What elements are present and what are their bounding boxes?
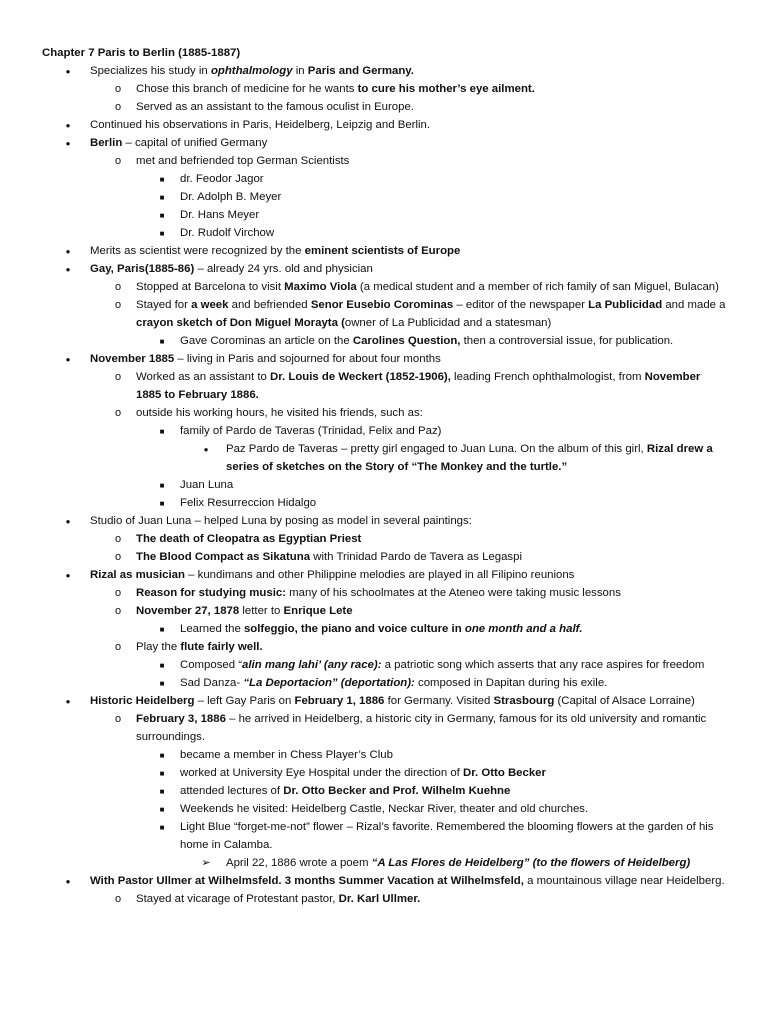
text-run: – kundimans and other Philippine melodies are played in all Filipino reunions <box>184 569 575 581</box>
text-run: dr. Feodor Jagor <box>180 173 264 185</box>
emphasis-run: Dr. Otto Becker and Prof. Wilhelm Kuehne <box>283 785 511 797</box>
emphasis-run: Strasbourg <box>493 695 555 707</box>
bullet-text <box>90 569 574 581</box>
circle-bullet-icon <box>112 296 124 314</box>
bullet-text <box>180 173 264 185</box>
bullet-text <box>136 281 719 293</box>
bullet-item-level-2 <box>42 584 728 602</box>
bullet-text <box>90 65 414 77</box>
dot-bullet-icon <box>62 116 74 135</box>
bullet-item-level-4 <box>42 854 728 872</box>
emphasis-run <box>243 677 415 689</box>
text-run: Specializes his study in <box>90 65 211 77</box>
emphasis-run: Paris and Germany. <box>307 65 414 77</box>
bullet-item-level-2 <box>42 638 728 656</box>
dot-bullet-icon <box>62 872 74 891</box>
bullet-item-level-1 <box>42 242 728 260</box>
bullet-text <box>180 227 274 239</box>
bullet-text <box>90 353 441 365</box>
text-run: Weekends he visited: Heidelberg Castle, Neckar River, theater and old churches. <box>180 803 589 815</box>
text-run: outside his working hours, he visited his friends, such as: <box>136 407 423 419</box>
square-bullet-icon <box>156 188 168 207</box>
text-run: Juan Luna <box>180 479 234 491</box>
text-run: leading French ophthalmologist, from <box>450 371 645 383</box>
text-run: and made a <box>662 299 726 311</box>
emphasis-run: February 1, 1886 <box>294 695 385 707</box>
bullet-text <box>136 605 353 617</box>
dot-bullet-icon <box>62 692 74 711</box>
bullet-text <box>180 191 281 203</box>
emphasis-run: Berlin <box>90 137 123 149</box>
text-run: attended lectures of <box>180 785 284 797</box>
text-run: worked at University Eye Hospital under the direction of <box>180 767 464 779</box>
circle-bullet-icon <box>112 602 124 620</box>
text-run: Play the <box>136 641 181 653</box>
bullet-text <box>180 425 441 437</box>
emphasis-run: crayon sketch of Don Miguel Morayta ( <box>136 317 345 329</box>
bullet-text <box>136 587 621 599</box>
emphasis-run: The Blood Compact as Sikatuna <box>136 551 311 563</box>
bullet-text <box>136 533 361 545</box>
square-bullet-icon <box>156 494 168 513</box>
dot-bullet-icon <box>62 62 74 81</box>
emphasis-run: The death of Cleopatra as Egyptian Priest <box>136 533 362 545</box>
bullet-text <box>90 263 373 275</box>
emphasis-run: November 1885 to February 1886. <box>136 371 701 401</box>
dot-bullet-icon <box>62 242 74 261</box>
square-bullet-icon <box>156 224 168 243</box>
bullet-item-level-1 <box>42 350 728 368</box>
bullet-item-level-3 <box>42 206 728 224</box>
bullet-text <box>136 299 726 329</box>
emphasis-run: Senor Eusebio Corominas <box>310 299 454 311</box>
bullet-text <box>136 407 423 419</box>
text-run: Stayed at vicarage of Protestant pastor, <box>136 893 339 905</box>
emphasis-run: Gay, Paris(1885-86) <box>90 263 195 275</box>
text-run: Dr. Hans Meyer <box>180 209 260 221</box>
bullet-item-level-3 <box>42 224 728 242</box>
text-run: Stayed for <box>136 299 192 311</box>
emphasis-run: one month and a half. <box>464 623 583 635</box>
emphasis-run: Dr. Louis de Weckert (1852-1906), <box>270 371 451 383</box>
emphasis-run: Reason for studying music: <box>136 587 286 599</box>
emphasis-run <box>242 659 381 671</box>
emphasis-run: With Pastor Ullmer at Wilhelmsfeld. 3 months Summer Vacation at Wilhelmsfeld, <box>90 875 524 887</box>
emphasis-run: Rizal drew a series of sketches on the Story of “The Monkey and the turtle.” <box>226 443 713 473</box>
bullet-text <box>226 443 713 473</box>
bullet-text <box>180 335 673 347</box>
text-run: Paz Pardo de Taveras – pretty girl engaged to Juan Luna. On the album of this girl, <box>226 443 647 455</box>
text-run: (Capital of Alsace Lorraine) <box>554 695 695 707</box>
arrow-bullet-icon <box>200 854 212 872</box>
bullet-text <box>136 713 706 743</box>
dot-bullet-icon <box>62 566 74 585</box>
text-run: Dr. Adolph B. Meyer <box>180 191 282 203</box>
bullet-text <box>90 119 430 131</box>
circle-bullet-icon <box>112 278 124 296</box>
dot-bullet-icon <box>62 350 74 369</box>
bullet-text <box>180 659 704 671</box>
bullet-text <box>90 695 695 707</box>
text-run: composed in Dapitan during his exile. <box>414 677 608 689</box>
outline-list <box>42 62 728 908</box>
square-bullet-icon <box>156 782 168 801</box>
bullet-item-level-2 <box>42 80 728 98</box>
emphasis-run: a week <box>191 299 229 311</box>
text-run: for Germany. Visited <box>384 695 494 707</box>
emphasis-run <box>372 857 691 869</box>
circle-bullet-icon <box>112 530 124 548</box>
bullet-item-level-3 <box>42 818 728 854</box>
text-run: Dr. Rudolf Virchow <box>180 227 275 239</box>
dot-bullet-icon <box>200 440 212 459</box>
bullet-text <box>136 893 420 905</box>
emphasis-run: ophthalmology <box>210 65 293 77</box>
bullet-item-level-2 <box>42 404 728 422</box>
bullet-item-level-2 <box>42 710 728 746</box>
bullet-text <box>136 371 700 401</box>
bullet-text <box>136 551 522 563</box>
bullet-item-level-3 <box>42 170 728 188</box>
text-run: family of Pardo de Taveras (Trinidad, Felix and Paz) <box>180 425 442 437</box>
bullet-item-level-3 <box>42 764 728 782</box>
text-run: Continued his observations in Paris, Heidelberg, Leipzig and Berlin. <box>90 119 431 131</box>
circle-bullet-icon <box>112 890 124 908</box>
emphasis-run: Rizal as musician <box>90 569 185 581</box>
bullet-text <box>136 83 535 95</box>
square-bullet-icon <box>156 206 168 225</box>
emphasis-run: Enrique Lete <box>283 605 353 617</box>
emphasis-run: alin mang lahi’ (any race): <box>242 659 382 671</box>
text-run: then a controversial issue, for publication. <box>460 335 674 347</box>
bullet-item-level-1 <box>42 566 728 584</box>
bullet-item-level-4 <box>42 440 728 476</box>
text-run: Light Blue “forget-me-not” flower – Rizal’s favorite. Remembered the blooming flowers at the garden of his home in Calamba. <box>180 821 714 851</box>
text-run: – left Gay Paris on <box>194 695 295 707</box>
bullet-text <box>90 137 267 149</box>
text-run: became a member in Chess Player’s Club <box>180 749 393 761</box>
text-run: – capital of unified Germany <box>122 137 268 149</box>
bullet-text <box>180 803 588 815</box>
emphasis-run: Dr. Karl Ullmer. <box>338 893 421 905</box>
square-bullet-icon <box>156 656 168 675</box>
text-run: Learned the <box>180 623 244 635</box>
square-bullet-icon <box>156 746 168 765</box>
emphasis-run: “La Deportacion” (deportation): <box>243 677 415 689</box>
bullet-item-level-2 <box>42 98 728 116</box>
bullet-item-level-3 <box>42 674 728 692</box>
text-run: Merits as scientist were recognized by the <box>90 245 305 257</box>
circle-bullet-icon <box>112 638 124 656</box>
emphasis-run: “A Las Flores de Heidelberg” (to the flowers of Heidelberg) <box>371 857 691 869</box>
square-bullet-icon <box>156 800 168 819</box>
text-run: many of his schoolmates at the Ateneo were taking music lessons <box>286 587 621 599</box>
bullet-text <box>180 677 607 689</box>
square-bullet-icon <box>156 170 168 189</box>
bullet-item-level-1 <box>42 62 728 80</box>
bullet-item-level-3 <box>42 782 728 800</box>
text-run: Stopped at Barcelona to visit <box>136 281 285 293</box>
bullet-item-level-3 <box>42 656 728 674</box>
text-run: a mountainous village near Heidelberg. <box>523 875 725 887</box>
bullet-item-level-1 <box>42 872 728 890</box>
bullet-text <box>180 767 546 779</box>
text-run: – already 24 yrs. old and physician <box>194 263 373 275</box>
square-bullet-icon <box>156 818 168 837</box>
square-bullet-icon <box>156 674 168 693</box>
bullet-text <box>180 497 316 509</box>
square-bullet-icon <box>156 422 168 441</box>
emphasis-run: Historic Heidelberg <box>90 695 195 707</box>
text-run: Chose this branch of medicine for he wants <box>136 83 358 95</box>
emphasis-run: Maximo Viola <box>284 281 357 293</box>
chapter-title: Chapter 7 Paris to Berlin (1885-1887) <box>42 47 241 59</box>
bullet-item-level-3 <box>42 746 728 764</box>
bullet-item-level-2 <box>42 296 728 332</box>
bullet-item-level-3 <box>42 332 728 350</box>
dot-bullet-icon <box>62 134 74 153</box>
dot-bullet-icon <box>62 512 74 531</box>
bullet-item-level-1 <box>42 260 728 278</box>
text-run: – he arrived in Heidelberg, a historic city in Germany, famous for its old university and romantic surroundings. <box>136 713 707 743</box>
circle-bullet-icon <box>112 548 124 566</box>
bullet-item-level-2 <box>42 368 728 404</box>
emphasis-run: to cure his mother’s eye ailment. <box>357 83 535 95</box>
square-bullet-icon <box>156 620 168 639</box>
emphasis-run: November 27, 1878 <box>136 605 240 617</box>
square-bullet-icon <box>156 476 168 495</box>
text-run: – living in Paris and sojourned for about four months <box>174 353 441 365</box>
bullet-text <box>136 641 263 653</box>
text-run: Served as an assistant to the famous oculist in Europe. <box>136 101 414 113</box>
emphasis-run: Dr. Otto Becker <box>463 767 546 779</box>
text-run: Worked as an assistant to <box>136 371 271 383</box>
bullet-text <box>180 785 510 797</box>
text-run: met and befriended top German Scientists <box>136 155 350 167</box>
bullet-item-level-2 <box>42 278 728 296</box>
emphasis-run: Carolines Question, <box>352 335 461 347</box>
bullet-item-level-1 <box>42 116 728 134</box>
bullet-item-level-1 <box>42 134 728 152</box>
bullet-item-level-2 <box>42 152 728 170</box>
square-bullet-icon <box>156 332 168 351</box>
emphasis-run: La Publicidad <box>588 299 663 311</box>
emphasis-run: eminent scientists of Europe <box>304 245 461 257</box>
text-run: April 22, 1886 wrote a poem <box>226 857 372 869</box>
bullet-item-level-2 <box>42 890 728 908</box>
bullet-item-level-1 <box>42 692 728 710</box>
bullet-item-level-2 <box>42 602 728 620</box>
bullet-text <box>136 101 414 113</box>
bullet-text <box>180 209 259 221</box>
emphasis-run: February 3, 1886 <box>136 713 226 725</box>
circle-bullet-icon <box>112 80 124 98</box>
bullet-item-level-2 <box>42 548 728 566</box>
circle-bullet-icon <box>112 710 124 728</box>
bullet-text <box>136 155 349 167</box>
emphasis-run: flute fairly well. <box>180 641 263 653</box>
circle-bullet-icon <box>112 584 124 602</box>
bullet-item-level-3 <box>42 800 728 818</box>
text-run: Gave Corominas an article on the <box>180 335 353 347</box>
emphasis-run: November 1885 <box>90 353 175 365</box>
circle-bullet-icon <box>112 152 124 170</box>
text-run: in <box>292 65 308 77</box>
emphasis-run <box>465 623 583 635</box>
bullet-item-level-3 <box>42 476 728 494</box>
text-run: a patriotic song which asserts that any race aspires for freedom <box>381 659 705 671</box>
square-bullet-icon <box>156 764 168 783</box>
bullet-item-level-2 <box>42 530 728 548</box>
text-run: owner of La Publicidad and a statesman) <box>344 317 552 329</box>
emphasis-run: solfeggio, the piano and voice culture in <box>243 623 465 635</box>
bullet-item-level-1 <box>42 512 728 530</box>
circle-bullet-icon <box>112 98 124 116</box>
bullet-text <box>90 515 472 527</box>
text-run: and befriended <box>228 299 311 311</box>
bullet-item-level-3 <box>42 494 728 512</box>
emphasis-run <box>211 65 293 77</box>
bullet-text <box>180 623 583 635</box>
bullet-text <box>180 479 233 491</box>
text-run: with Trinidad Pardo de Tavera as Legaspi <box>310 551 522 563</box>
circle-bullet-icon <box>112 404 124 422</box>
text-run: letter to <box>239 605 284 617</box>
dot-bullet-icon <box>62 260 74 279</box>
bullet-text <box>90 245 460 257</box>
bullet-item-level-3 <box>42 422 728 440</box>
circle-bullet-icon <box>112 368 124 386</box>
bullet-item-level-3 <box>42 620 728 638</box>
bullet-text <box>226 857 690 869</box>
text-run: Studio of Juan Luna – helped Luna by posing as model in several paintings: <box>90 515 472 527</box>
text-run: Felix Resurreccion Hidalgo <box>180 497 317 509</box>
bullet-text <box>180 749 393 761</box>
text-run: Composed “ <box>180 659 243 671</box>
bullet-item-level-3 <box>42 188 728 206</box>
bullet-text <box>180 821 714 851</box>
bullet-text <box>90 875 725 887</box>
text-run: (a medical student and a member of rich family of san Miguel, Bulacan) <box>356 281 719 293</box>
text-run: – editor of the newspaper <box>453 299 589 311</box>
text-run: Sad Danza- <box>180 677 244 689</box>
